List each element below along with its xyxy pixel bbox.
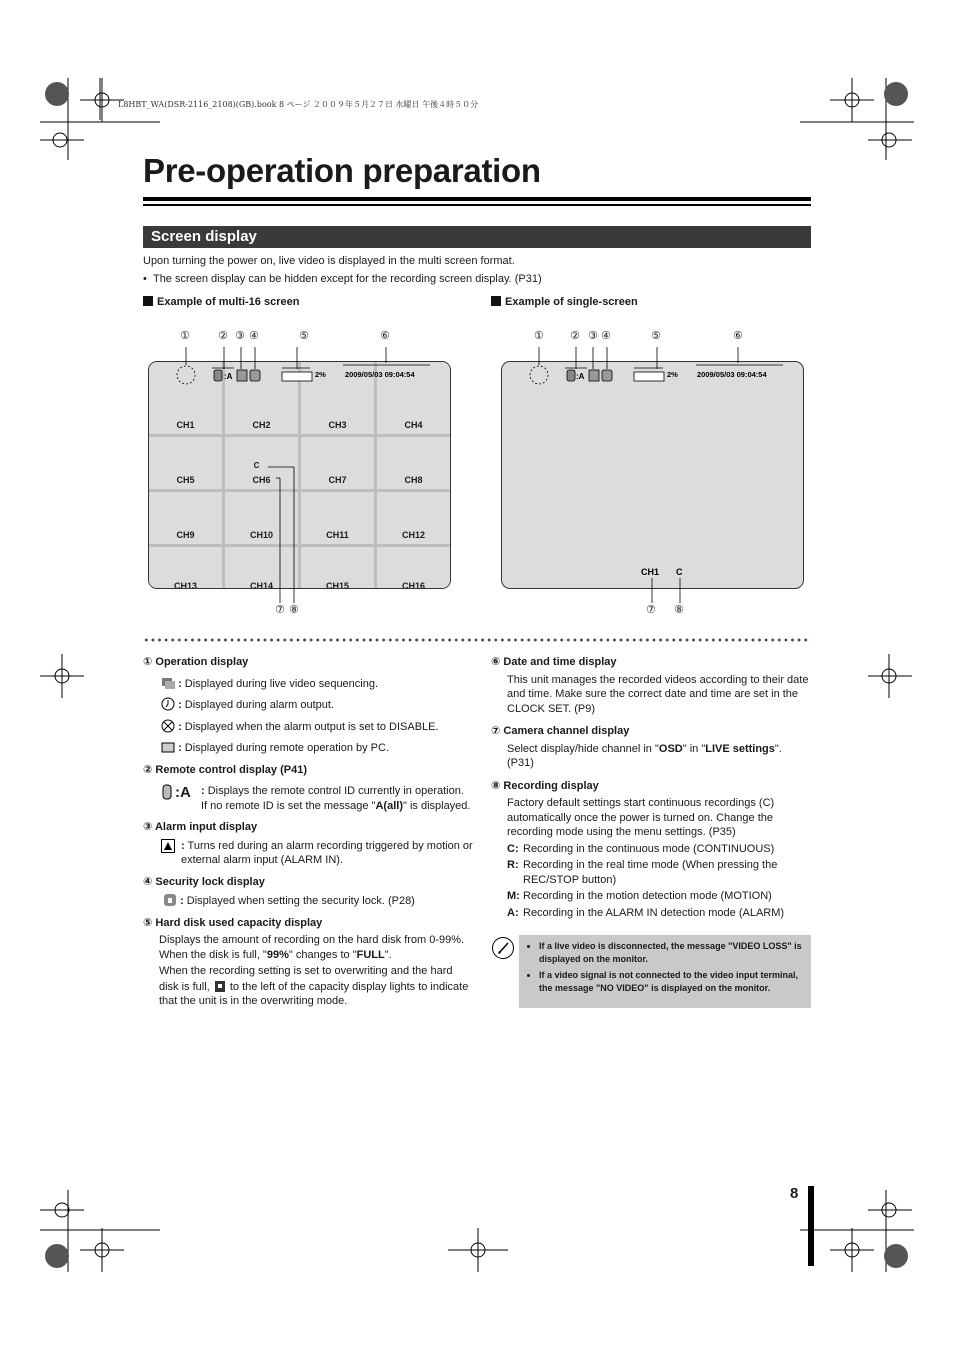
- recording-heading: [491, 779, 811, 794]
- heading-text: Security lock display: [155, 875, 265, 888]
- alarm-input-desc: : Turns red during an alarm recording triggered by motion or external alarm input (ALARM IN).: [181, 839, 473, 866]
- single-channel-label: CH1: [641, 567, 660, 577]
- recording-mode: [507, 842, 811, 857]
- intro-bullet-text: The screen display can be hidden except for the recording screen display. (P31): [152, 272, 542, 285]
- recording-mode: [507, 889, 811, 904]
- recording-mode-list: [507, 842, 811, 921]
- hdd-overwrite-desc: [159, 964, 473, 1009]
- file-header: L8HBT_WA(DSR-2116_2108)(GB).book 8 ページ ２００９年５月２７日 水曜日 午後４時５０分: [118, 100, 479, 109]
- marker-8: ⑧: [289, 603, 299, 616]
- mode-text: Recording in the motion detection mode (MOTION): [523, 890, 772, 902]
- channel-label: CH16: [401, 581, 425, 589]
- operation-display-heading: [143, 655, 473, 670]
- channel-label: CH4: [404, 420, 423, 430]
- op-text: Displayed during remote operation by PC.: [184, 742, 390, 754]
- alarm-output-icon: [161, 697, 175, 711]
- osd-hdd: 2%: [315, 370, 326, 379]
- marker-6: ⑥: [491, 655, 501, 668]
- intro-bullet: • The screen display can be hidden except for the recording screen display. (P31): [143, 272, 542, 285]
- osd-datetime: 2009/05/03 09:04:54: [697, 370, 767, 379]
- marker-7: ⑦: [646, 603, 656, 616]
- note-item: • If a video signal is not connected to the video input terminal, the message "NO VIDEO" is displayed on the monitor.: [539, 969, 803, 995]
- single-example-title-text: Example of single-screen: [505, 296, 638, 308]
- sequence-icon: [161, 676, 175, 690]
- camera-channel-heading: [491, 724, 811, 739]
- marker-2: ②: [143, 762, 153, 776]
- note-box: [519, 935, 811, 1008]
- cc-text: " in ": [682, 742, 706, 755]
- op-text: Displayed when the alarm output is set to DISABLE.: [184, 720, 439, 733]
- mode-text: Recording in the ALARM IN detection mode (ALARM): [523, 906, 785, 919]
- datetime-desc: This unit manages the recorded videos according to their date and time. Make sure the correct date and time are set in the CLOCK SET. (P9): [507, 673, 809, 715]
- multi-example-title: [143, 295, 299, 310]
- osd-hdd: 2%: [667, 370, 678, 379]
- channel-label: CH5: [176, 475, 195, 485]
- operation-item: : Displayed during alarm output.: [161, 697, 473, 713]
- multi-osd-callouts: [148, 335, 449, 615]
- marker-7: ⑦: [275, 603, 285, 616]
- marker-4: ④: [143, 874, 153, 888]
- hd-text: When the recording setting is set to overwriting and the hard disk is full,: [159, 965, 453, 993]
- remote-pc-icon: [161, 740, 175, 754]
- alarm-input-icon: [161, 839, 175, 853]
- marker-1: ①: [534, 329, 544, 342]
- op-text: Displayed during alarm output.: [184, 699, 334, 711]
- hdd-capacity-desc: [159, 933, 473, 962]
- rec-mode-label: C: [253, 461, 260, 470]
- marker-2: ②: [570, 329, 580, 342]
- marker-3: ③: [143, 820, 153, 833]
- sl-text: Displayed when setting the security lock. (P28): [186, 895, 415, 907]
- marker-5: ⑤: [143, 915, 153, 929]
- rc-text: Displays the remote control ID currently in operation.: [207, 785, 464, 797]
- title-rule: [143, 197, 811, 201]
- marker-6: ⑥: [733, 329, 743, 342]
- heading-text: Alarm input display: [154, 821, 258, 833]
- remote-id-symbol: [161, 784, 201, 813]
- channel-label: CH14: [249, 581, 273, 589]
- osd-remote-id: :A: [224, 372, 233, 381]
- cc-bold: OSD: [658, 742, 683, 755]
- heading-text: Remote control display (P41): [155, 763, 307, 776]
- remote-control-item: [161, 784, 473, 813]
- marker-1: ①: [180, 329, 190, 342]
- single-example-title: [491, 295, 638, 310]
- heading-text: Hard disk used capacity display: [155, 916, 323, 929]
- note-pencil-icon: [491, 936, 515, 960]
- hd-bold: 99%: [266, 948, 289, 961]
- osd-remote-id: :A: [576, 372, 585, 381]
- cc-text: ". (P31): [507, 742, 782, 769]
- security-lock-heading: [143, 875, 473, 890]
- note-item: • If a live video is disconnected, the message "VIDEO LOSS" is displayed on the monitor.: [539, 940, 803, 966]
- multi-example-title-text: Example of multi-16 screen: [157, 296, 300, 308]
- recording-mode: [507, 906, 811, 921]
- mode-key: A:: [507, 906, 519, 919]
- remote-control-heading: [143, 763, 473, 778]
- channel-label: CH11: [326, 530, 349, 540]
- alarm-input-heading: [143, 820, 473, 835]
- intro-text: [143, 254, 811, 286]
- single-rec-mode: C: [676, 567, 683, 577]
- remote-control-desc: : Displays the remote control ID currently in operation. If no remote ID is set the message "A(all)" is displayed.: [201, 785, 471, 812]
- marker-4: ④: [249, 329, 259, 342]
- channel-label: CH10: [249, 530, 273, 540]
- mode-key: R:: [507, 859, 519, 871]
- rc-bold: A(all): [375, 799, 403, 812]
- marker-7: ⑦: [491, 724, 501, 737]
- marker-8: ⑧: [674, 603, 684, 616]
- security-lock-item: : Displayed when setting the security lock. (P28): [163, 893, 473, 909]
- cc-text: Select display/hide channel in ": [507, 742, 659, 755]
- hd-text: Displays the amount of recording on the hard disk from 0-99%. When the disk is full, ": [159, 934, 465, 961]
- lock-icon: [163, 893, 177, 907]
- remote-icon: [161, 784, 175, 798]
- remote-symbol-text: :A: [175, 784, 191, 801]
- mode-key: M:: [507, 890, 520, 902]
- marker-8: ⑧: [491, 778, 501, 792]
- channel-label: CH2: [252, 420, 271, 430]
- marker-5: ⑤: [651, 329, 661, 342]
- title-rule-thin: [143, 204, 811, 206]
- marker-4: ④: [601, 329, 611, 342]
- channel-label: CH6: [252, 475, 271, 485]
- channel-label: CH8: [404, 475, 423, 485]
- mode-text: Recording in the real time mode (When pressing the REC/STOP button): [523, 859, 778, 886]
- al-text: Turns red during an alarm recording triggered by motion or external alarm input (ALARM IN).: [181, 839, 473, 866]
- marker-1: ①: [143, 655, 153, 668]
- marker-6: ⑥: [380, 329, 390, 342]
- marker-3: ③: [235, 329, 245, 342]
- channel-label: CH15: [325, 581, 349, 589]
- channel-label: CH1: [176, 420, 195, 430]
- hd-text: to the left of the capacity display lights to indicate that the unit is in the overwriting mode.: [159, 980, 469, 1007]
- alarm-disabled-icon: [161, 719, 175, 733]
- rc-text: " is displayed.: [402, 799, 471, 812]
- marker-2: ②: [218, 329, 228, 342]
- recording-desc: Factory default settings start continuous recordings (C) automatically once the power is turned on. Change the recording mode using the menu settings. (P35): [507, 797, 775, 838]
- heading-text: Operation display: [155, 656, 249, 668]
- channel-label: CH12: [401, 530, 425, 540]
- recording-mode: [507, 858, 811, 887]
- marker-3: ③: [588, 329, 598, 342]
- osd-datetime: 2009/05/03 09:04:54: [345, 370, 415, 379]
- page-number: 8: [790, 1185, 799, 1202]
- overwrite-icon: [213, 979, 227, 993]
- hd-text: ".: [384, 948, 392, 961]
- single-osd-callouts: [501, 335, 802, 615]
- mode-text: Recording in the continuous mode (CONTINUOUS): [523, 842, 775, 855]
- right-descriptions: [491, 655, 811, 920]
- intro-line: Upon turning the power on, live video is displayed in the multi screen format.: [143, 255, 515, 267]
- channel-label: CH9: [176, 530, 195, 540]
- cc-bold: LIVE settings: [705, 742, 775, 755]
- dotted-divider: [143, 637, 811, 643]
- camera-channel-desc: [507, 742, 811, 771]
- op-text: Displayed during live video sequencing.: [184, 677, 379, 690]
- datetime-heading: [491, 655, 811, 670]
- hdd-capacity-heading: [143, 916, 473, 931]
- marker-5: ⑤: [299, 329, 309, 342]
- operation-item: : Displayed during remote operation by PC.: [161, 740, 473, 756]
- heading-text: Date and time display: [503, 656, 617, 668]
- alarm-input-item: [161, 839, 473, 868]
- channel-label: CH13: [173, 581, 197, 589]
- channel-label: CH7: [328, 475, 347, 485]
- mode-key: C:: [507, 842, 519, 855]
- left-descriptions: [143, 655, 473, 1009]
- page-tab-bar: [808, 1186, 814, 1266]
- hd-text: " changes to ": [288, 948, 357, 961]
- section-heading: Screen display: [143, 226, 811, 248]
- heading-text: Camera channel display: [503, 725, 630, 737]
- hd-bold: FULL: [356, 948, 385, 961]
- heading-text: Recording display: [503, 779, 599, 792]
- channel-label: CH3: [328, 420, 347, 430]
- operation-item: : Displayed when the alarm output is set to DISABLE.: [161, 719, 473, 735]
- operation-item: : Displayed during live video sequencing.: [161, 676, 473, 692]
- page-title: Pre-operation preparation: [143, 152, 541, 189]
- rc-text: If no remote ID is set the message ": [201, 799, 376, 812]
